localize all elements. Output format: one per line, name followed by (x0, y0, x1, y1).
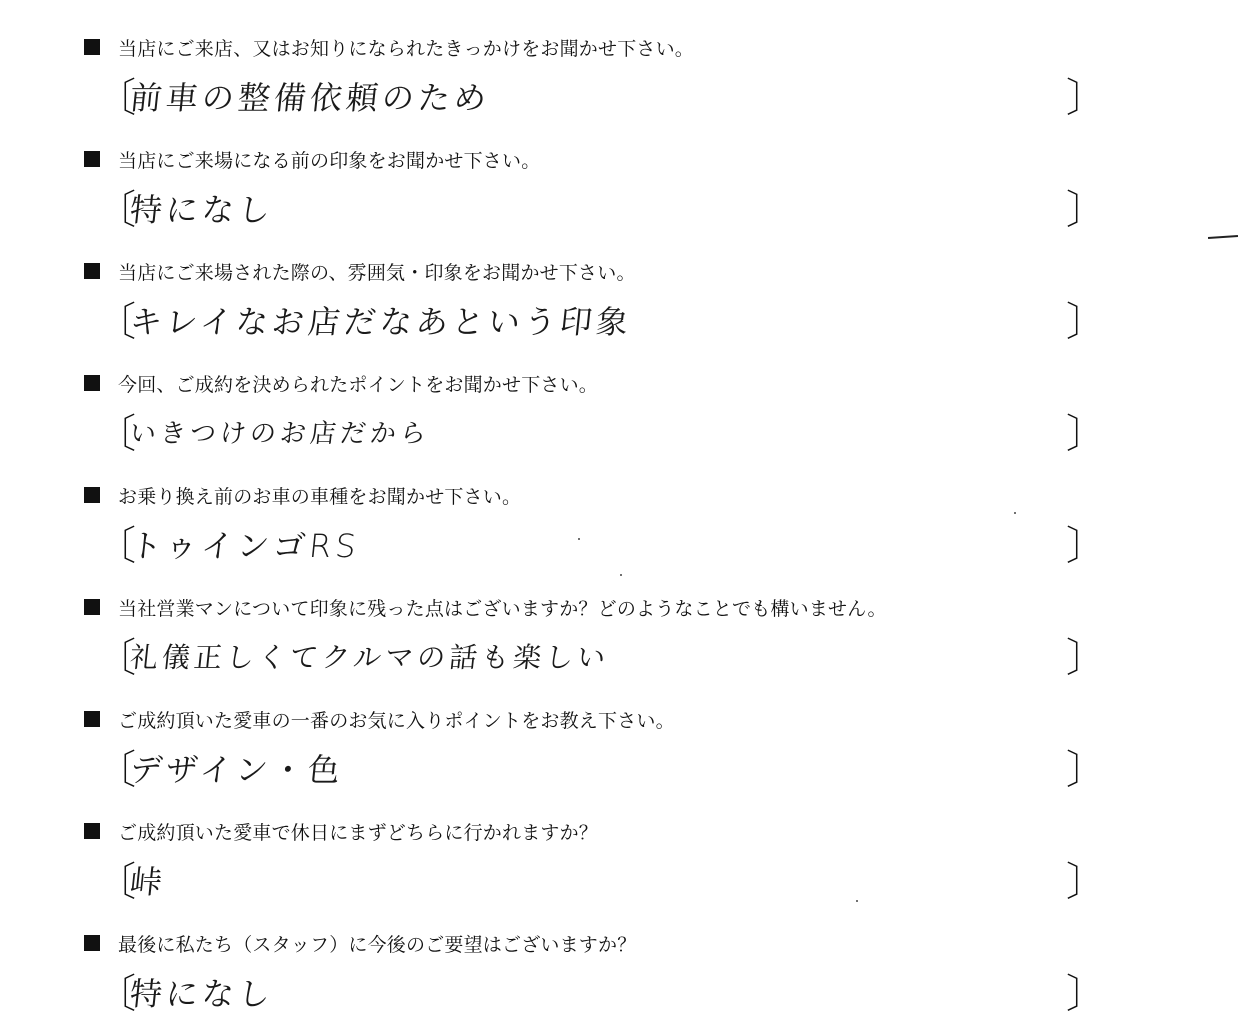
answer-row (96, 858, 1106, 908)
answer-row (96, 298, 1106, 348)
bullet-square-icon (84, 39, 100, 55)
question-text: ご成約頂いた愛車で休日にまずどちらに行かれますか？ (118, 821, 599, 844)
survey-item (0, 594, 1242, 706)
open-bracket: 〔 (96, 75, 136, 121)
question-line (84, 34, 694, 60)
answer-row (96, 186, 1106, 236)
question-text: 今回、ご成約を決められたポイントをお聞かせ下さい。 (118, 373, 599, 396)
close-bracket: 〕 (1066, 299, 1106, 345)
question-line (84, 818, 598, 844)
bullet-square-icon (84, 487, 100, 503)
open-bracket: 〔 (96, 747, 136, 793)
question-text: ご成約頂いた愛車の一番のお気に入りポイントをお教え下さい。 (118, 709, 675, 732)
handwritten-answer: 特になし (128, 975, 277, 1013)
survey-item (0, 370, 1242, 482)
scan-speck (578, 538, 580, 540)
bullet-square-icon (84, 263, 100, 279)
close-bracket: 〕 (1066, 635, 1106, 681)
question-text: 当社営業マンについて印象に残った点はございますか？どのようなことでも構いません。 (118, 597, 887, 620)
bullet-square-icon (84, 151, 100, 167)
close-bracket: 〕 (1066, 75, 1106, 121)
open-bracket: 〔 (96, 523, 136, 569)
answer-row (96, 522, 1106, 572)
handwritten-answer: いきつけのお店だから (128, 419, 432, 449)
handwritten-answer: デザイン・色 (128, 751, 346, 789)
question-line (84, 706, 675, 732)
bullet-square-icon (84, 375, 100, 391)
open-bracket: 〔 (96, 971, 136, 1017)
close-bracket: 〕 (1066, 971, 1106, 1017)
survey-item (0, 258, 1242, 370)
survey-item (0, 706, 1242, 818)
bullet-square-icon (84, 935, 100, 951)
bullet-square-icon (84, 599, 100, 615)
survey-item (0, 146, 1242, 258)
bullet-square-icon (84, 823, 100, 839)
question-line (84, 482, 521, 508)
question-text: 当店にご来場になる前の印象をお聞かせ下さい。 (118, 149, 541, 172)
close-bracket: 〕 (1066, 859, 1106, 905)
question-text: 当店にご来場された際の、雰囲気・印象をお聞かせ下さい。 (118, 261, 636, 284)
scan-speck (856, 900, 858, 902)
question-line (84, 930, 636, 956)
open-bracket: 〔 (96, 187, 136, 233)
close-bracket: 〕 (1066, 523, 1106, 569)
question-text: 当店にご来店、又はお知りになられたきっかけをお聞かせ下さい。 (118, 37, 695, 60)
question-line (84, 258, 636, 284)
close-bracket: 〕 (1066, 187, 1106, 233)
survey-item (0, 818, 1242, 930)
survey-item (0, 482, 1242, 594)
answer-row (96, 970, 1106, 1017)
handwritten-answer: トゥインゴRS (128, 527, 362, 565)
open-bracket: 〔 (96, 635, 136, 681)
question-line (84, 146, 540, 172)
question-text: お乗り換え前のお車の車種をお聞かせ下さい。 (118, 485, 522, 508)
question-line (84, 594, 887, 620)
open-bracket: 〔 (96, 859, 136, 905)
handwritten-answer: 礼儀正しくてクルマの話も楽しい (128, 641, 611, 674)
scan-speck (1014, 512, 1016, 514)
survey-item (0, 34, 1242, 146)
answer-row (96, 74, 1106, 124)
close-bracket: 〕 (1066, 411, 1106, 457)
close-bracket: 〕 (1066, 747, 1106, 793)
open-bracket: 〔 (96, 411, 136, 457)
handwritten-answer: 前車の整備依頼のため (128, 79, 493, 117)
handwritten-answer: 特になし (128, 191, 277, 229)
answer-row (96, 634, 1106, 684)
open-bracket: 〔 (96, 299, 136, 345)
answer-row (96, 410, 1106, 460)
answer-row (96, 746, 1106, 796)
question-text: 最後に私たち（スタッフ）に今後のご要望はございますか？ (118, 933, 637, 956)
handwritten-answer: キレイなお店だなあという印象 (128, 303, 635, 341)
question-line (84, 370, 598, 396)
survey-item (0, 930, 1242, 1017)
handwritten-answer: 峠 (128, 863, 169, 901)
scan-speck (620, 574, 622, 576)
bullet-square-icon (84, 711, 100, 727)
